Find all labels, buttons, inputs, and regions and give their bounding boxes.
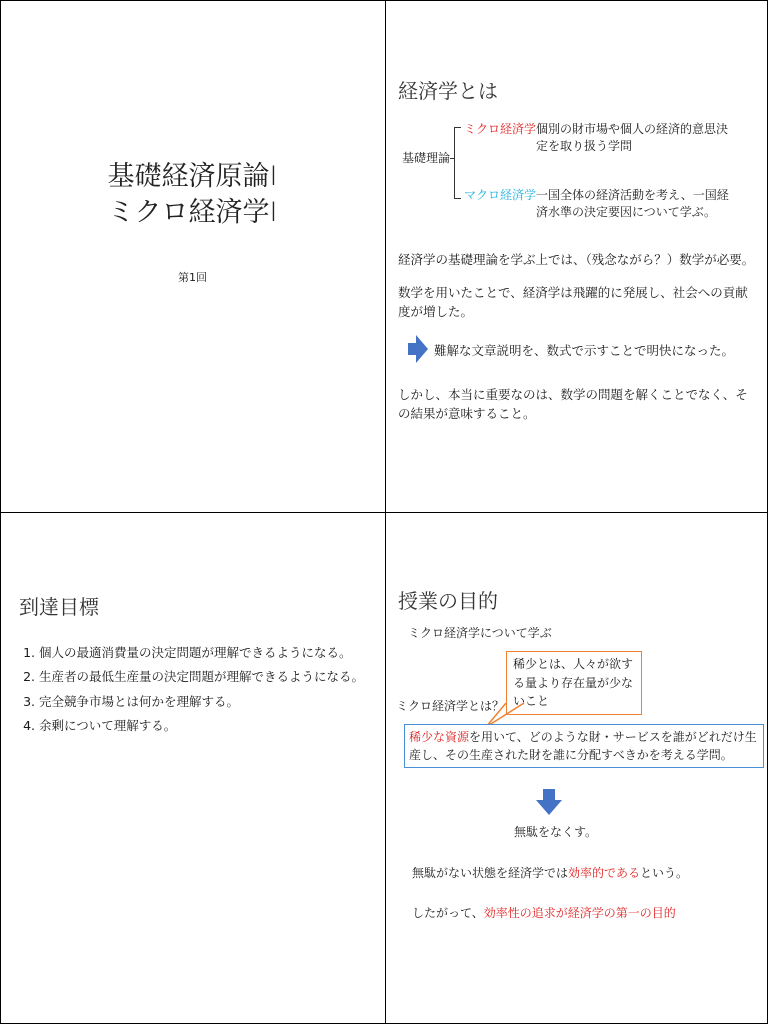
paragraph-math-development: 数学を用いたことで、経済学は飛躍的に発展し、社会への貢献度が増した。 [398, 285, 748, 319]
conclusion-pre: したがって、 [412, 906, 484, 920]
scarcity-callout: 稀少とは、人々が欲する量より存在量が少ないこと [506, 651, 642, 715]
definition-box [404, 724, 764, 768]
conclusion-sentence [412, 905, 762, 922]
macro-label: マクロ経済学 [464, 188, 537, 202]
slide-heading: 到達目標 [19, 595, 99, 619]
main-title-line2: ミクロ経済学I [107, 197, 278, 228]
goal-item: 2. 生産者の最低生産量の決定問題が理解できるようになる。 [39, 665, 384, 689]
main-title-line1: 基礎経済原論I [107, 161, 278, 192]
efficiency-sentence [412, 865, 762, 882]
goal-item: 1. 個人の最適消費量の決定問題が理解できるようになる。 [39, 641, 384, 665]
goal-item: 3. 完全競争市場とは何かを理解する。 [39, 690, 384, 714]
slide-heading: 授業の目的 [398, 589, 498, 613]
paragraph-math-needed: 経済学の基礎理論を学ぶ上では、（残念ながら？）数学が必要。 [398, 252, 755, 267]
goal-list [21, 641, 384, 739]
paragraph-important: しかし、本当に重要なのは、数学の問題を解くことでなく、その結果が意味すること。 [398, 387, 748, 421]
conclusion-highlight: 効率性の追求が経済学の第一の目的 [483, 906, 676, 920]
goal-item: 4. 余剰について理解する。 [39, 714, 384, 738]
efficiency-highlight: 効率的である [568, 866, 641, 880]
learn-micro-line: ミクロ経済学について学ぶ [408, 626, 552, 640]
micro-label: ミクロ経済学 [464, 122, 537, 136]
slide-what-is-economics [386, 1, 768, 511]
brace-bracket [454, 127, 461, 199]
scarce-resource-highlight: 稀少な資源 [409, 730, 470, 744]
micro-description: 個別の財市場や個人の経済的意思決定を取り扱う学問 [536, 122, 729, 154]
lecture-number: 第1回 [178, 271, 207, 284]
down-arrow-icon [536, 789, 562, 815]
arrow-statement: 難解な文章説明を、数式で示すことで明快になった。 [434, 343, 735, 358]
basic-theory-label: 基礎理論 [402, 151, 451, 165]
slide-title [1, 1, 384, 511]
macro-description: 一国全体の経済活動を考え、一国経済水準の決定要因について学ぶ。 [536, 188, 729, 220]
slide-heading: 経済学とは [398, 79, 498, 103]
right-arrow-icon [408, 335, 428, 363]
remove-waste-text: 無駄をなくす。 [514, 825, 598, 839]
slide-goals [1, 513, 384, 1023]
definition-text: を用いて、どのような財・サービスを誰がどれだけ生産し、その生産された財を誰に分配すべきかを考える学問。 [409, 730, 757, 762]
efficiency-pre: 無駄がない状態を経済学では [412, 866, 569, 880]
efficiency-post: という。 [640, 866, 689, 880]
slide-course-purpose [386, 513, 768, 1023]
micro-question: ミクロ経済学とは？ [396, 699, 505, 713]
